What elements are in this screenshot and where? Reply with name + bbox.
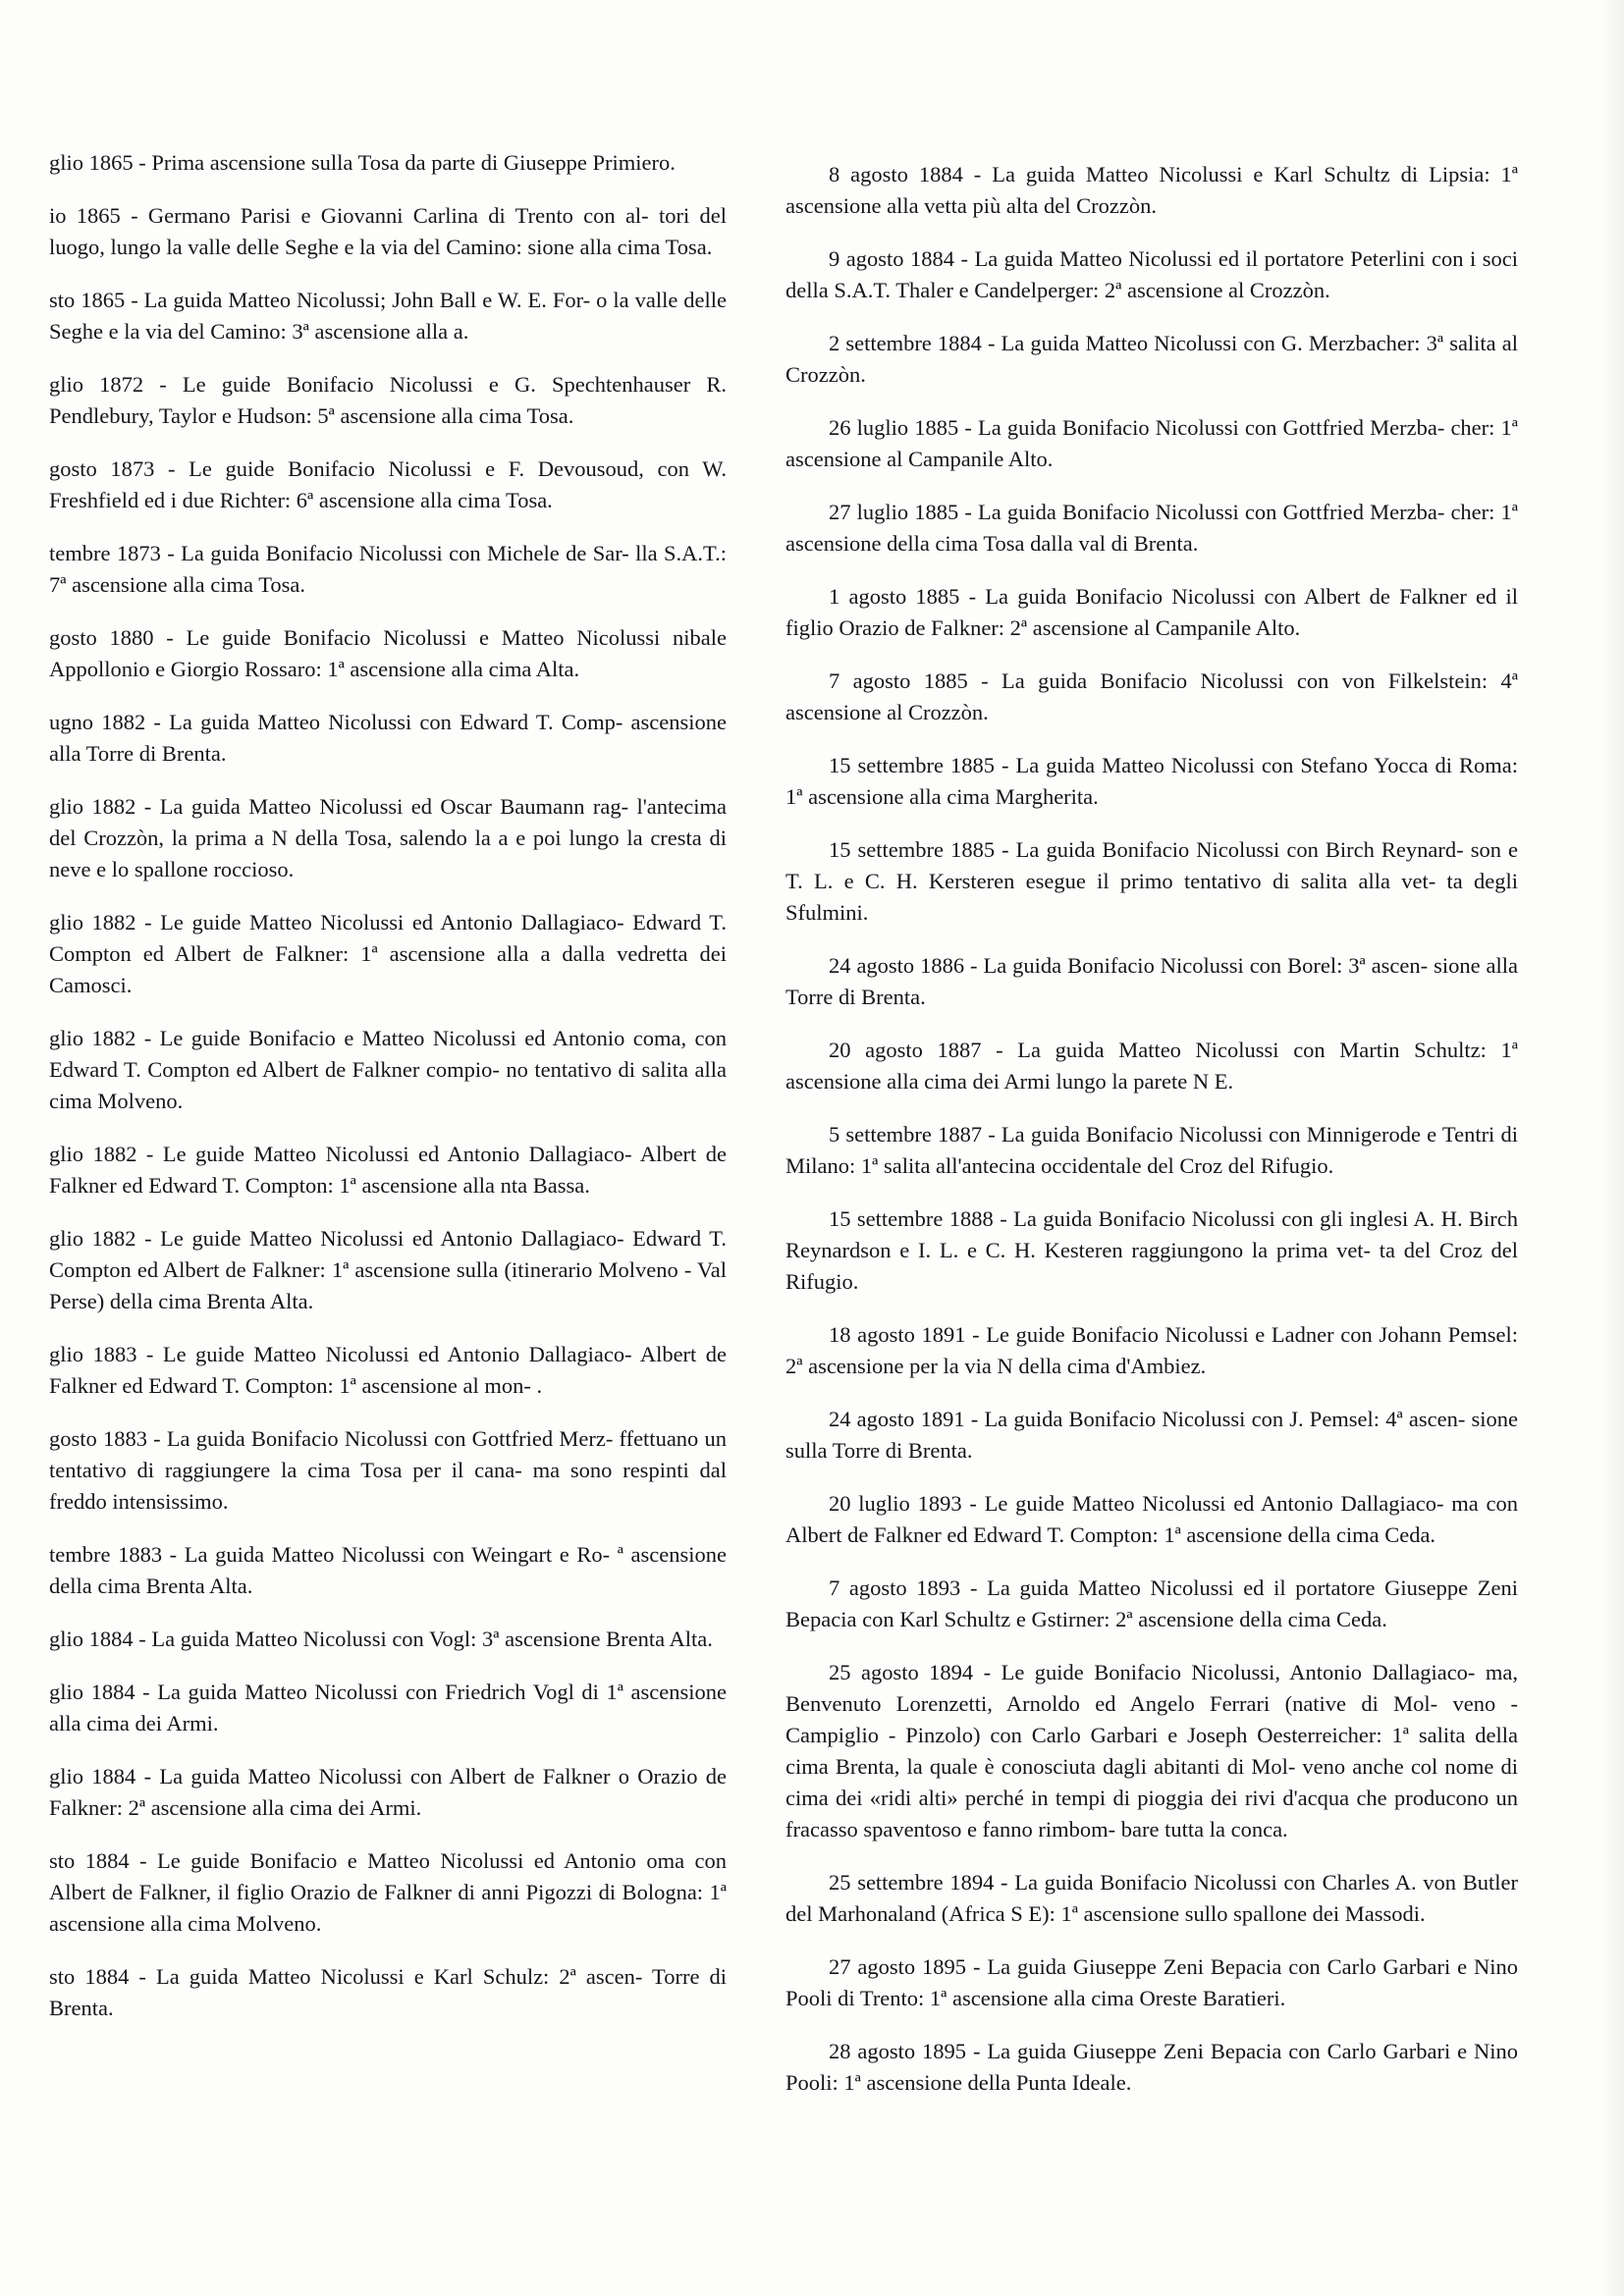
chronology-entry: 8 agosto 1884 - La guida Matteo Nicolussi e Karl Schultz di Lipsia: 1ª ascensione alla vetta più alta del Crozzòn. [785,162,1518,218]
chronology-entry: glio 1882 - La guida Matteo Nicolussi ed Oscar Baumann rag- l'antecima del Crozzòn, la prima a N della Tosa, salendo la a e poi lungo la cresta di neve e lo spallone roccioso. [49,794,727,881]
chronology-entry: 25 settembre 1894 - La guida Bonifacio Nicolussi con Charles A. von Butler del Marhonaland (Africa S E): 1ª ascensione sullo spallone dei Massodi. [785,1870,1518,1926]
chronology-entry: 24 agosto 1886 - La guida Bonifacio Nicolussi con Borel: 3ª ascen- sione alla Torre di Brenta. [785,953,1518,1009]
chronology-entry: glio 1883 - Le guide Matteo Nicolussi ed Antonio Dallagiaco- Albert de Falkner ed Edward T. Compton: 1ª ascensione al mon- . [49,1342,727,1398]
chronology-entry: sto 1865 - La guida Matteo Nicolussi; John Ball e W. E. For- o la valle delle Seghe e la via del Camino: 3ª ascensione alla a. [49,288,727,344]
chronology-entry: 2 settembre 1884 - La guida Matteo Nicolussi con G. Merzbacher: 3ª salita al Crozzòn. [785,331,1518,387]
chronology-entry: glio 1882 - Le guide Matteo Nicolussi ed Antonio Dallagiaco- Albert de Falkner ed Edward T. Compton: 1ª ascensione alla nta Bassa. [49,1142,727,1198]
chronology-entry: glio 1865 - Prima ascensione sulla Tosa da parte di Giuseppe Primiero. [49,150,676,175]
chronology-entry: 5 settembre 1887 - La guida Bonifacio Nicolussi con Minnigerode e Tentri di Milano: 1ª salita all'antecina occidentale del Croz del Rifugio. [785,1122,1518,1178]
right-column [785,159,1518,2120]
chronology-entry: 15 settembre 1885 - La guida Bonifacio Nicolussi con Birch Reynard- son e T. L. e C. H. Kersteren esegue il primo tentativo di salita alla vet- ta degli Sfulmini. [785,837,1518,925]
chronology-entry: ugno 1882 - La guida Matteo Nicolussi con Edward T. Comp- ascensione alla Torre di Brenta. [49,710,727,766]
chronology-entry: io 1865 - Germano Parisi e Giovanni Carlina di Trento con al- tori del luogo, lungo la valle delle Seghe e la via del Camino: sione alla cima Tosa. [49,203,727,259]
chronology-entry: sto 1884 - Le guide Bonifacio e Matteo Nicolussi ed Antonio oma con Albert de Falkner, il figlio Orazio de Falkner di anni Pigozzi di Bologna: 1ª ascensione alla cima Molveno. [49,1848,727,1936]
chronology-entry: glio 1884 - La guida Matteo Nicolussi con Vogl: 3ª ascensione Brenta Alta. [49,1627,713,1651]
chronology-entry: 25 agosto 1894 - Le guide Bonifacio Nicolussi, Antonio Dallagiaco- ma, Benvenuto Lorenzetti, Arnoldo ed Angelo Ferrari (native di Mol- veno - Campiglio - Pinzolo) con Carlo Garbari e Joseph Oesterreicher: 1ª salita della cima Brenta, la quale è conosciuta dagli abitanti di Mol- veno anche col nome di cima dei «ridi alti» perché in tempi di pioggia dei rivi d'acqua che producono un fracasso spaventoso e fanno rimbom- bare tutta la conca. [785,1660,1518,1842]
chronology-entry: 9 agosto 1884 - La guida Matteo Nicolussi ed il portatore Peterlini con i soci della S.A.T. Thaler e Candelperger: 2ª ascensione al Crozzòn. [785,246,1518,302]
chronology-entry: 1 agosto 1885 - La guida Bonifacio Nicolussi con Albert de Falkner ed il figlio Orazio de Falkner: 2ª ascensione al Campanile Alto. [785,584,1518,640]
chronology-entry: gosto 1883 - La guida Bonifacio Nicolussi con Gottfried Merz- ffettuano un tentativo di raggiungere la cima Tosa per il cana- ma sono respinti dal freddo intensissimo. [49,1426,727,1514]
chronology-entry: 7 agosto 1893 - La guida Matteo Nicolussi ed il portatore Giuseppe Zeni Bepacia con Karl Schultz e Gstirner: 2ª ascensione della cima Ceda. [785,1575,1518,1631]
chronology-entry: 15 settembre 1888 - La guida Bonifacio Nicolussi con gli inglesi A. H. Birch Reynardson e I. L. e C. H. Kesteren raggiungono la prima vet- ta del Croz del Rifugio. [785,1206,1518,1294]
chronology-entry: 26 luglio 1885 - La guida Bonifacio Nicolussi con Gottfried Merzba- cher: 1ª ascensione al Campanile Alto. [785,415,1518,471]
chronology-entry: 24 agosto 1891 - La guida Bonifacio Nicolussi con J. Pemsel: 4ª ascen- sione sulla Torre di Brenta. [785,1407,1518,1463]
chronology-entry: glio 1872 - Le guide Bonifacio Nicolussi e G. Spechtenhauser R. Pendlebury, Taylor e Hudson: 5ª ascensione alla cima Tosa. [49,372,727,428]
chronology-entry: 28 agosto 1895 - La guida Giuseppe Zeni Bepacia con Carlo Garbari e Nino Pooli: 1ª ascensione della Punta Ideale. [785,2039,1518,2095]
chronology-entry: gosto 1880 - Le guide Bonifacio Nicolussi e Matteo Nicolussi nibale Appollonio e Giorgio Rossaro: 1ª ascensione alla cima Alta. [49,625,727,681]
chronology-entry: glio 1884 - La guida Matteo Nicolussi con Albert de Falkner o Orazio de Falkner: 2ª ascensione alla cima dei Armi. [49,1764,727,1820]
chronology-entry: tembre 1873 - La guida Bonifacio Nicolussi con Michele de Sar- lla S.A.T.: 7ª ascensione alla cima Tosa. [49,541,727,597]
chronology-entry: 15 settembre 1885 - La guida Matteo Nicolussi con Stefano Yocca di Roma: 1ª ascensione alla cima Margherita. [785,753,1518,809]
chronology-entry: glio 1882 - Le guide Matteo Nicolussi ed Antonio Dallagiaco- Edward T. Compton ed Albert de Falkner: 1ª ascensione alla a dalla vedretta dei Camosci. [49,910,727,997]
chronology-entry: glio 1882 - Le guide Bonifacio e Matteo Nicolussi ed Antonio coma, con Edward T. Compton ed Albert de Falkner compio- no tentativo di salita alla cima Molveno. [49,1026,727,1113]
chronology-entry: 20 agosto 1887 - La guida Matteo Nicolussi con Martin Schultz: 1ª ascensione alla cima dei Armi lungo la parete N E. [785,1038,1518,1094]
chronology-entry: 27 agosto 1895 - La guida Giuseppe Zeni Bepacia con Carlo Garbari e Nino Pooli di Trento: 1ª ascensione alla cima Oreste Baratieri. [785,1954,1518,2010]
chronology-entry: 20 luglio 1893 - Le guide Matteo Nicolussi ed Antonio Dallagiaco- ma con Albert de Falkner ed Edward T. Compton: 1ª ascensione della cima Ceda. [785,1491,1518,1547]
chronology-entry: glio 1884 - La guida Matteo Nicolussi con Friedrich Vogl di 1ª ascensione alla cima dei Armi. [49,1680,727,1735]
page-edge-shadow [1602,0,1624,2296]
left-column [49,147,727,2046]
chronology-entry: tembre 1883 - La guida Matteo Nicolussi con Weingart e Ro- ª ascensione della cima Brenta Alta. [49,1542,727,1598]
chronology-entry: 7 agosto 1885 - La guida Bonifacio Nicolussi con von Filkelstein: 4ª ascensione al Crozzòn. [785,668,1518,724]
chronology-entry: glio 1882 - Le guide Matteo Nicolussi ed Antonio Dallagiaco- Edward T. Compton ed Albert de Falkner: 1ª ascensione sulla (itinerario Molveno - Val Perse) della cima Brenta Alta. [49,1226,727,1313]
chronology-entry: 18 agosto 1891 - Le guide Bonifacio Nicolussi e Ladner con Johann Pemsel: 2ª ascensione per la via N della cima d'Ambiez. [785,1322,1518,1378]
chronology-entry: sto 1884 - La guida Matteo Nicolussi e Karl Schulz: 2ª ascen- Torre di Brenta. [49,1964,727,2020]
chronology-entry: 27 luglio 1885 - La guida Bonifacio Nicolussi con Gottfried Merzba- cher: 1ª ascensione della cima Tosa dalla val di Brenta. [785,500,1518,556]
chronology-entry: gosto 1873 - Le guide Bonifacio Nicolussi e F. Devousoud, con W. Freshfield ed i due Richter: 6ª ascensione alla cima Tosa. [49,456,727,512]
